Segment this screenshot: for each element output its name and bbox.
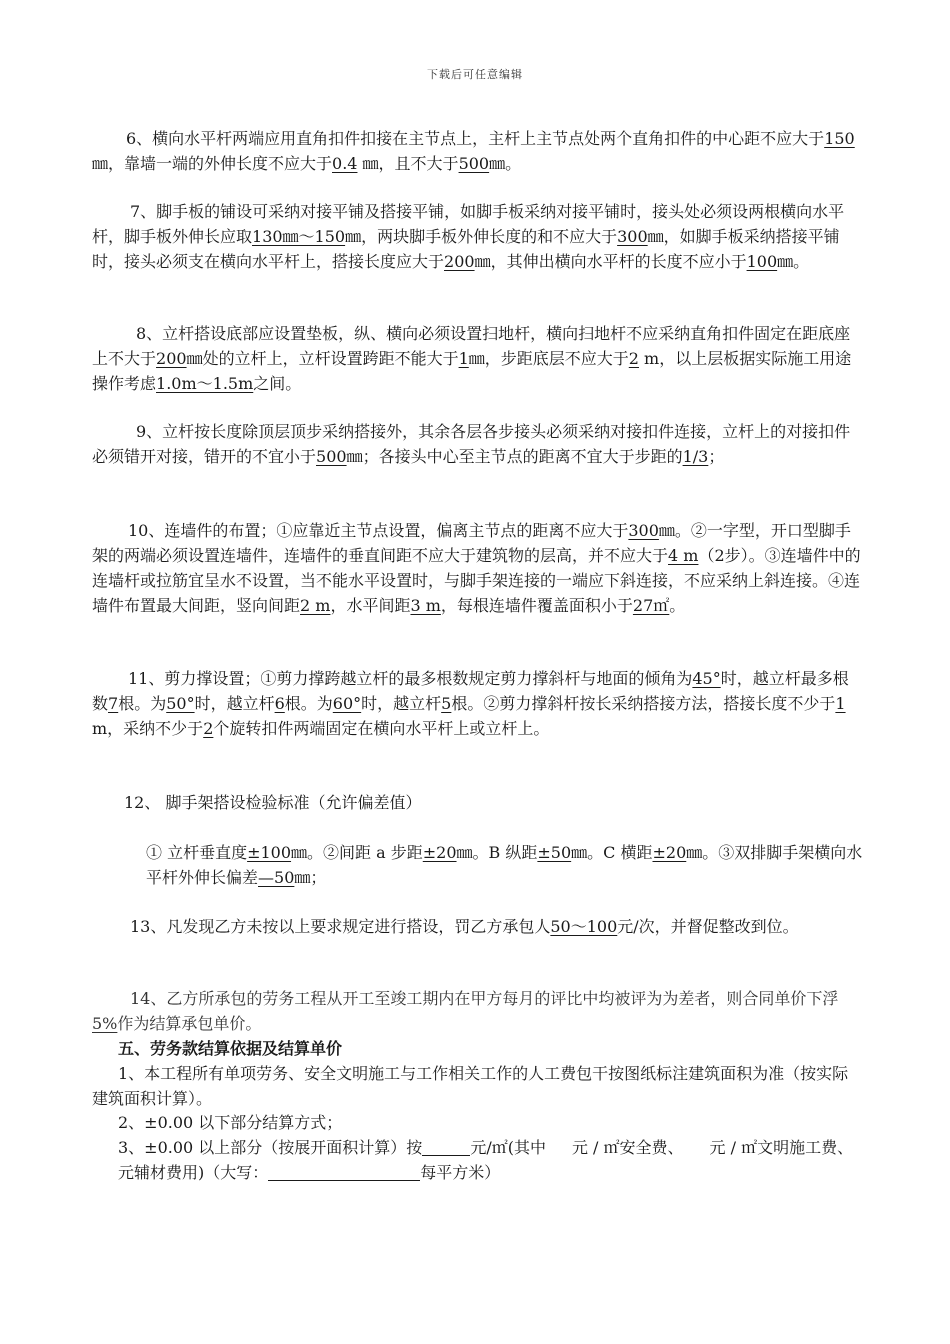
clause-6-text-4: ㎜。 <box>489 154 522 173</box>
clause-10-text-4: ，水平间距 <box>330 596 411 615</box>
section-5-item-2: 2、±0.00 以下部分结算方式； <box>118 1113 343 1132</box>
clause-13-text-2: 元/次，并督促整改到位。 <box>617 917 799 936</box>
clause-7-value-4: 100 <box>746 252 778 271</box>
clause-7-text-4: ㎜，其伸出横向水平杆的长度不应小于 <box>474 252 747 271</box>
clause-6-value-1: 150 <box>824 129 855 148</box>
clause-11-value-8: 2 <box>203 719 214 738</box>
clause-6-text: 6、横向水平杆两端应用直角扣件扣接在主节点上，主杆上主节点处两个直角扣件的中心距不应大于 <box>126 129 825 148</box>
clause-6-text-3: ㎜，且不大于 <box>357 154 459 173</box>
clause-7 <box>92 199 862 274</box>
clause-10-text: 10、连墙件的布置；①应靠近主节点设置，偏离主节点的距离不应大于 <box>128 521 629 540</box>
clause-12: 12、 脚手架搭设检验标准（允许偏差值） <box>124 793 422 812</box>
clause-12-items <box>146 840 866 890</box>
clause-12-value-2: ±20 <box>422 843 457 862</box>
clause-12-item-text-6: ㎜； <box>294 868 327 887</box>
clause-8-text-2: ㎜处的立杆上，立杆设置跨距不能大于 <box>186 349 459 368</box>
clause-12-item-text: ① 立杆垂直度 <box>146 843 248 862</box>
clause-8-value-2: 1 <box>458 349 469 368</box>
clause-10-text-5: ，每根连墙件覆盖面积小于 <box>440 596 633 615</box>
clause-9-text-3: ； <box>708 447 725 466</box>
clause-7-value-3: 200 <box>444 252 475 271</box>
clause-7-text-5: ㎜。 <box>777 252 810 271</box>
clause-8-text-4: m，以上层板据实际施工用途操作考虑 <box>92 349 852 393</box>
clause-8 <box>92 321 862 396</box>
section-5-item-3-text-3: 元 / ㎡安全费、 <box>571 1138 684 1157</box>
clause-12-item-text-3: ㎜。B 纵距 <box>456 843 538 862</box>
clause-7-text-3: ㎜，如脚手板采纳搭接平铺时，接头必须支在横向水平杆上，搭接长度应大于 <box>92 227 840 271</box>
clause-6-value-3: 500 <box>458 154 490 173</box>
clause-6 <box>92 126 862 176</box>
section-5-item-3-text-6: 每平方米） <box>420 1163 501 1182</box>
clause-12-item-text-5: ㎜。③双排脚手架横向水平杆外伸长偏差 <box>146 843 863 887</box>
clause-12-item-text-2: ㎜。②间距 a 步距 <box>291 843 423 862</box>
clause-11-text-6: 时，越立杆 <box>361 694 442 713</box>
clause-8-text-5: 之间。 <box>253 374 302 393</box>
clause-10-text-6: 。 <box>669 596 686 615</box>
price-blank[interactable] <box>422 1137 470 1156</box>
clause-11-value-5: 60° <box>332 694 362 713</box>
clause-9-value-1: 500 <box>316 447 347 466</box>
clause-11-text-7: 根。②剪力撑斜杆按长采纳搭接方法，搭接长度不少于 <box>451 694 836 713</box>
clause-11-value-7: 1 <box>835 694 846 713</box>
clause-7-text: 7、脚手板的铺设可采纳对接平铺及搭接平铺，如脚手板采纳对接平铺时，接头处必须设两根横向水平杆，脚手板外伸长应取 <box>92 202 845 246</box>
clause-11-text-8: m，采纳不少于 <box>92 719 204 738</box>
section-5-item-3 <box>92 1135 862 1185</box>
clause-10-value-5: 27㎡ <box>632 596 670 615</box>
clause-10-value-2: 4 m <box>668 546 699 565</box>
clause-7-value-2: 300 <box>617 227 648 246</box>
clause-11-text-9: 个旋转扣件两端固定在横向水平杆上或立杆上。 <box>213 719 550 738</box>
clause-12-value-4: ±20 <box>652 843 687 862</box>
clause-14-text: 14、乙方所承包的劳务工程从开工至竣工期内在甲方每月的评比中均被评为为差者，则合同单价下浮 <box>130 989 839 1008</box>
clause-11 <box>92 666 862 741</box>
clause-13 <box>92 914 862 939</box>
clause-13-value-1: 50～100 <box>550 917 618 936</box>
clause-11-text-3: 根。为 <box>118 694 167 713</box>
clause-11-value-4: 6 <box>274 694 285 713</box>
clause-11-text-5: 根。为 <box>284 694 333 713</box>
clause-10 <box>92 518 862 618</box>
clause-11-text-4: 时，越立杆 <box>194 694 275 713</box>
clause-11-value-1: 45° <box>692 669 721 688</box>
clause-6-value-2: 0.4 <box>332 154 358 173</box>
page-header: 下载后可任意编辑 <box>427 68 523 81</box>
clause-10-value-4: 3 m <box>410 596 441 615</box>
clause-14-value-1: 5% <box>92 1014 118 1033</box>
clause-9 <box>92 419 862 469</box>
clause-9-text-2: ㎜；各接头中心至主节点的距离不宜大于步距的 <box>346 447 683 466</box>
clause-11-value-2: 7 <box>108 694 119 713</box>
section-5-item-3-text: 3、±0.00 以上部分（按展开面积计算）按 <box>118 1138 423 1157</box>
clause-8-value-3: 2 <box>628 349 639 368</box>
clause-13-text: 13、凡发现乙方未按以上要求规定进行搭设，罚乙方承包人 <box>130 917 551 936</box>
clause-12-value-3: ±50 <box>537 843 572 862</box>
clause-11-text: 11、剪力撑设置；①剪力撑跨越立杆的最多根数规定剪力撑斜杆与地面的倾角为 <box>128 669 693 688</box>
clause-8-value-4: 1.0m～1.5m <box>156 374 254 393</box>
clause-12-value-5: —50 <box>258 868 295 887</box>
clause-8-text-3: ㎜，步距底层不应大于 <box>468 349 629 368</box>
section-5-item-3-text-2: 元/㎡(其中 <box>470 1138 546 1157</box>
clause-7-text-2: ㎜，两块脚手板外伸长度的和不应大于 <box>345 227 618 246</box>
clause-10-value-1: 300 <box>628 521 659 540</box>
clause-12-value-1: ±100 <box>247 843 292 862</box>
clause-12-item-text-4: ㎜。C 横距 <box>571 843 653 862</box>
clause-11-value-3: 50° <box>166 694 195 713</box>
clause-6-text-2: ㎜，靠墙一端的外伸长度不应大于 <box>92 154 333 173</box>
clause-10-text-3: （2步）。③连墙件中的连墙杆或拉筋宜呈水不设置，当不能水平设置时，与脚手架连接的一端应下斜连接，不应采纳上斜连接。④连墙件布置最大间距，竖向间距 <box>92 546 861 615</box>
clause-14 <box>92 986 862 1036</box>
clause-11-text-2: 时，越立杆最多根数 <box>92 669 849 713</box>
clause-10-text-2: ㎜。②一字型，开口型脚手架的两端必须设置连墙件，连墙件的垂直间距不应大于建筑物的层高，并不应大于 <box>92 521 851 565</box>
clause-11-value-6: 5 <box>441 694 452 713</box>
clause-9-text: 9、立杆按长度除顶层顶步采纳搭接外，其余各层各步接头必须采纳对接扣件连接，立杆上的对接扣件必须错开对接，错开的不宜小于 <box>92 422 851 466</box>
clause-8-value-1: 200 <box>156 349 187 368</box>
section-5-heading: 五、劳务款结算依据及结算单价 <box>118 1039 343 1058</box>
clause-7-value-1: 130㎜～150 <box>252 227 346 246</box>
section-5-item-1: 1、本工程所有单项劳务、安全文明施工与工作相关工作的人工费包干按图纸标注建筑面积为准（按实际建筑面积计算）。 <box>92 1064 849 1108</box>
clause-10-value-3: 2 m <box>300 596 331 615</box>
amount-in-words-blank[interactable] <box>268 1162 420 1181</box>
clause-9-value-2: 1/3 <box>682 447 709 466</box>
section-5-item-3-text-4: 元 / ㎡文明施工费、 <box>709 1138 854 1157</box>
section-5-item-3-text-5: 元辅材费用)（大写： <box>118 1163 269 1182</box>
clause-8-text: 8、立杆搭设底部应设置垫板，纵、横向必须设置扫地杆，横向扫地杆不应采纳直角扣件固定在距底座上不大于 <box>92 324 851 368</box>
clause-14-text-2: 作为结算承包单价。 <box>117 1014 262 1033</box>
